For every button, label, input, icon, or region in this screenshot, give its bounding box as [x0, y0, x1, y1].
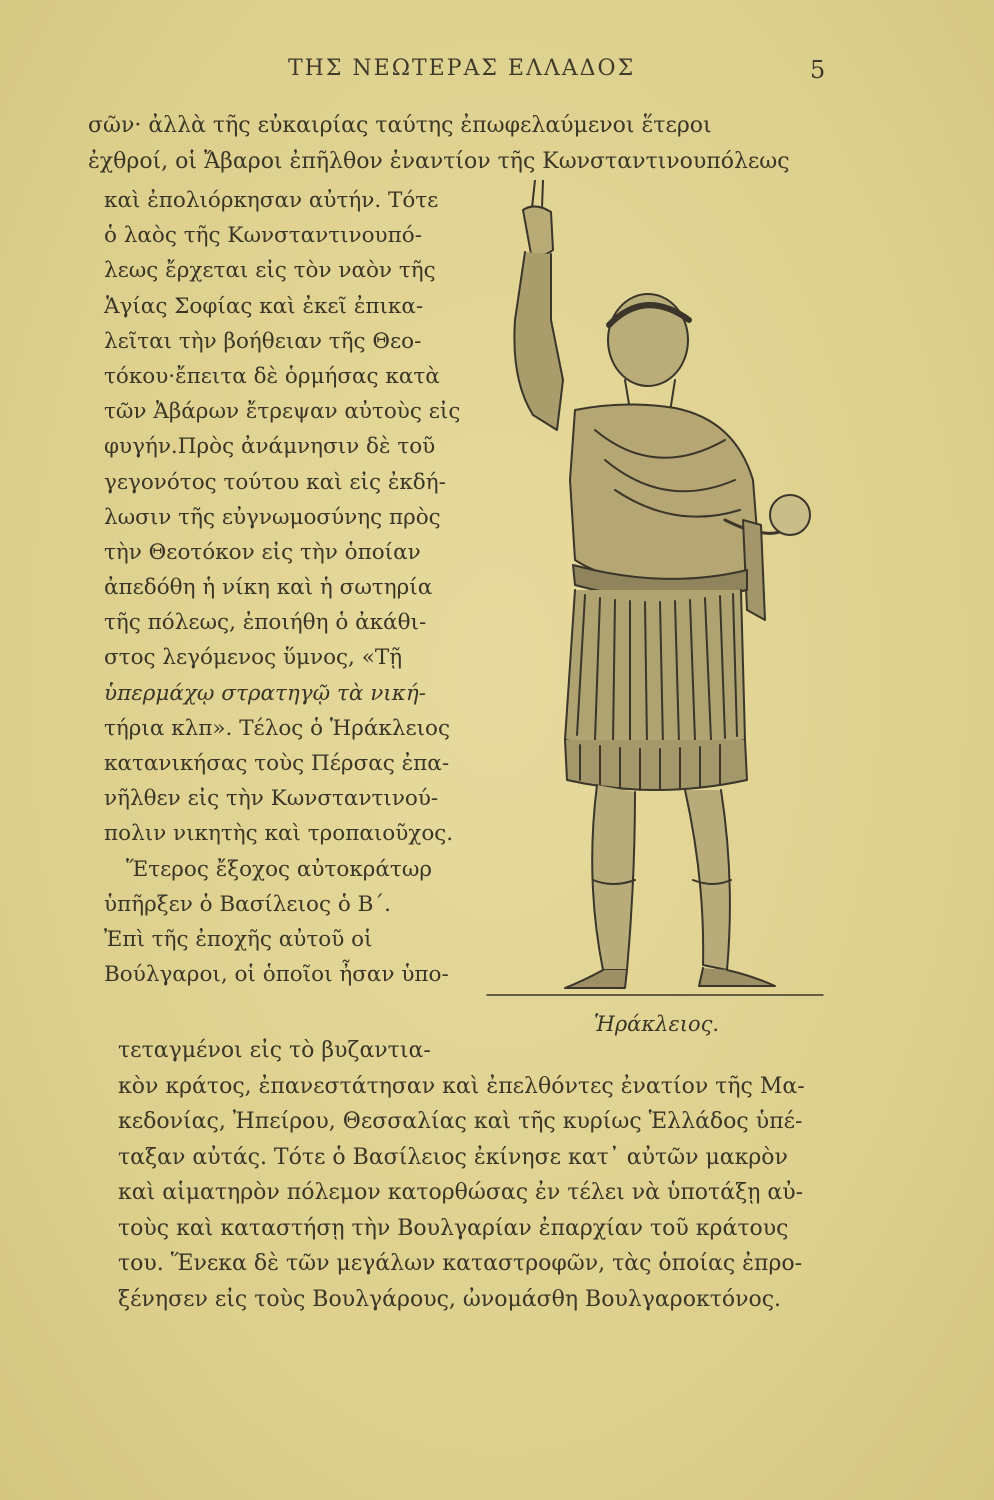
- text-line: τόκου·ἔπειτα δὲ ὁρμήσας κατὰ: [104, 363, 440, 389]
- text-line: ἐχθροί, οἱ Ἄβαροι ἐπῆλθον ἐναντίον τῆς Κωνσταντινουπόλεως: [88, 148, 790, 174]
- text-line: Βούλγαροι, οἱ ὁποῖοι ἦσαν ὑπο-: [104, 962, 449, 988]
- text-line: τῆς πόλεως, ἐποιήθη ὁ ἀκάθι-: [104, 610, 427, 636]
- text-line: του. Ἕνεκα δὲ τῶν μεγάλων καταστροφῶν, τὰς ὁποίας ἐπρο-: [118, 1251, 803, 1276]
- text-line: λεως ἔρχεται εἰς τὸν ναὸν τῆς: [104, 258, 436, 284]
- text-line: [104, 640, 479, 675]
- text-line: τήρια κλπ». Τέλος ὁ Ἡράκλειος: [104, 715, 451, 741]
- text-line: καὶ αἱματηρὸν πόλεμον κατορθώσας ἐν τέλει νὰ ὑποτάξῃ αὐ-: [118, 1180, 804, 1205]
- text-line: τῶν Ἀβάρων ἔτρεψαν αὐτοὺς εἰς: [104, 399, 461, 425]
- text-line: τὴν Θεοτόκον εἰς τὴν ὁποίαν: [104, 539, 421, 565]
- text-line: ξένησεν εἰς τοὺς Βουλγάρους, ὠνομάσθη Βουλγαροκτόνος.: [118, 1286, 782, 1312]
- text-line: κεδονίας, Ἠπείρου, Θεσσαλίας καὶ τῆς κυρίως Ἑλλάδος ὑπέ-: [118, 1109, 803, 1134]
- lower-paragraph: [104, 1033, 884, 1317]
- text-line: πολιν νικητὴς καὶ τροπαιοῦχος.: [104, 821, 454, 847]
- text-line: σῶν· ἀλλὰ τῆς εὐκαιρίας ταύτης ἐπωφελαύμενοι ἕτεροι: [88, 113, 712, 138]
- text-line-italic: ὑπερμάχῳ στρατηγῷ τὰ νική-: [104, 680, 426, 706]
- text-line: λεῖται τὴν βοήθειαν τῆς Θεο-: [104, 328, 422, 354]
- text-line: ταξαν αὐτάς. Τότε ὁ Βασίλειος ἐκίνησε κατ᾽ αὐτῶν μακρὸν: [118, 1144, 788, 1170]
- page-header: [0, 56, 994, 92]
- text-line: λωσιν τῆς εὐγνωμοσύνης πρὸς: [104, 504, 441, 530]
- text-line: τοὺς καὶ καταστήσῃ τὴν Βουλγαρίαν ἐπαρχίαν τοῦ κράτους: [118, 1215, 789, 1241]
- text-span: στος λεγόμενος ὕμνος, «Τῇ: [104, 645, 403, 671]
- text-line: ἀπεδόθη ἡ νίκη καὶ ἡ σωτηρία: [104, 575, 433, 601]
- text-line: Ἁγίας Σοφίας καὶ ἐκεῖ ἐπικα-: [104, 293, 424, 319]
- text-line: Ἐπὶ τῆς ἐποχῆς αὐτοῦ οἱ: [104, 926, 373, 952]
- top-paragraph: [88, 108, 848, 179]
- text-line: καὶ ἐπολιόρκησαν αὐτήν. Τότε: [104, 188, 439, 213]
- text-line: ὁ λαὸς τῆς Κωνσταντινουπό-: [104, 223, 422, 249]
- figure-caption: Ἡράκλειος.: [594, 1012, 720, 1036]
- text-line: ὑπῆρξεν ὁ Βασίλειος ὁ Β΄.: [104, 891, 391, 917]
- text-line: φυγήν.Πρὸς ἀνάμνησιν δὲ τοῦ: [104, 434, 436, 460]
- text-line: κὸν κράτος, ἐπανεστάτησαν καὶ ἐπελθόντες ἐνατίον τῆς Μα-: [118, 1073, 805, 1099]
- page-number: 5: [810, 56, 826, 84]
- text-line: κατανικήσας τοὺς Πέρσας ἐπα-: [104, 751, 450, 776]
- paragraph-start-line: Ἕτερος ἔξοχος αὐτοκράτωρ: [126, 856, 432, 882]
- text-line: τεταγμένοι εἰς τὸ βυζαντια-: [118, 1038, 431, 1063]
- running-head: ΤΗΣ ΝΕΩΤΕΡΑΣ ΕΛΛΑΔΟΣ: [288, 56, 636, 81]
- heraclius-engraving: [485, 180, 825, 1000]
- text-line: νῆλθεν εἰς τὴν Κωνσταντινού-: [104, 786, 439, 812]
- text-line: γεγονότος τούτου καὶ εἰς ἐκδή-: [104, 469, 446, 495]
- left-text-column: [104, 183, 479, 992]
